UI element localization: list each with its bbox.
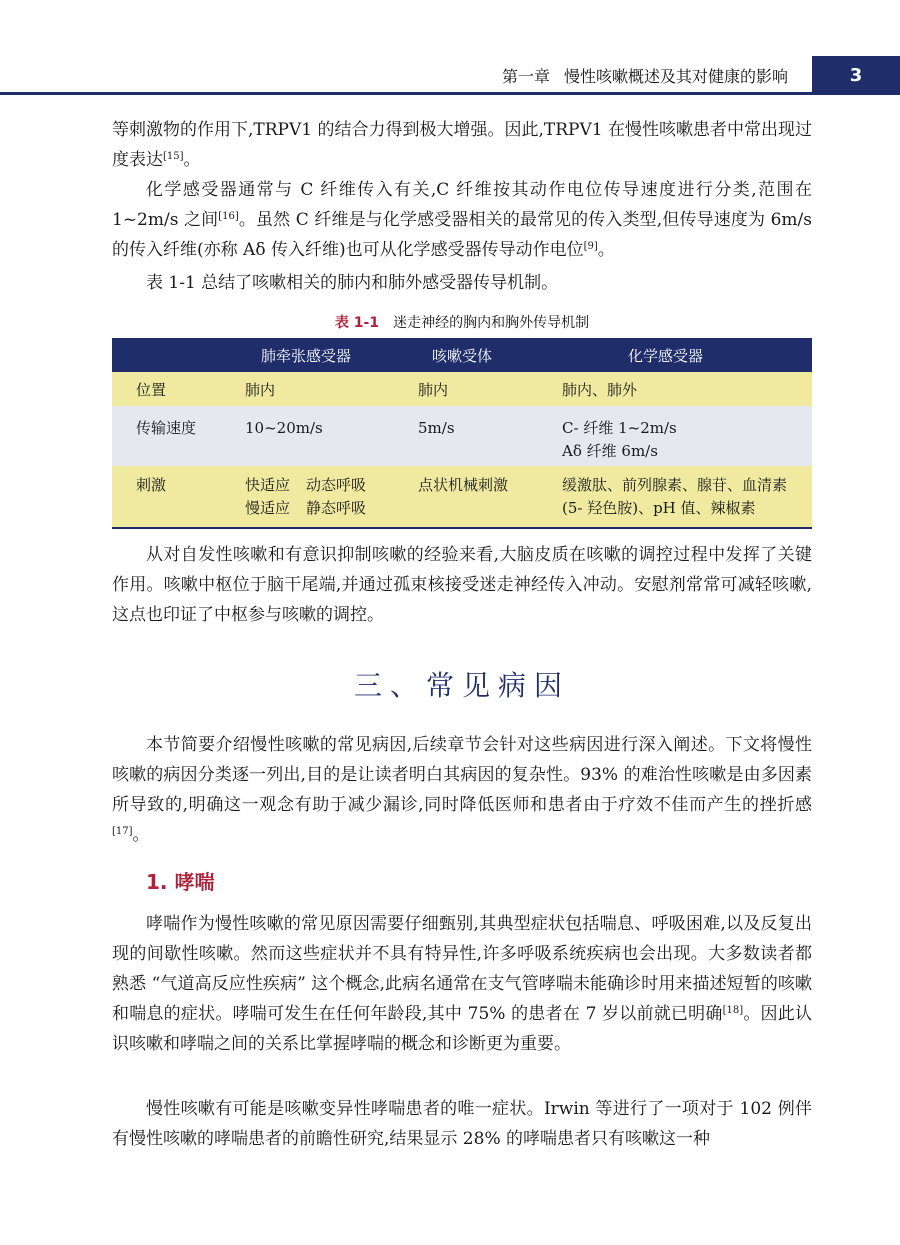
table-row xyxy=(112,372,812,406)
cell-line xyxy=(245,497,418,520)
table-cell: 10~20m/s xyxy=(245,406,418,466)
citation: [16] xyxy=(218,211,239,222)
citation: [9] xyxy=(583,241,598,252)
paragraph-7: 慢性咳嗽有可能是咳嗽变异性哮喘患者的唯一症状。Irwin 等进行了一项对于 102 例伴有慢性咳嗽的哮喘患者的前瞻性研究,结果显示 28% 的哮喘患者只有咳嗽这一种 xyxy=(112,1099,812,1149)
page-number: 3 xyxy=(812,56,900,95)
receptor-table xyxy=(112,338,812,529)
row-label: 传输速度 xyxy=(112,406,245,466)
table-cell: 5m/s xyxy=(418,406,562,466)
paragraph-text: 等刺激物的作用下,TRPV1 的结合力得到极大增强。因此,TRPV1 在慢性咳嗽患者中常出现过度表达 xyxy=(112,120,812,170)
paragraph-text: 。 xyxy=(597,240,615,260)
table-caption xyxy=(112,312,812,332)
paragraph-text: 本节简要介绍慢性咳嗽的常见病因,后续章节会针对这些病因进行深入阐述。下文将慢性咳嗽的病因分类逐一列出,目的是让读者明白其病因的复杂性。93% 的难治性咳嗽是由多因素所导致的,明确这一观念有助于减少漏诊,同时降低医师和患者由于疗效不佳而产生的挫折感 xyxy=(112,735,812,815)
citation: [17] xyxy=(112,826,133,837)
table-cell: 肺内、肺外 xyxy=(562,372,812,406)
paragraph-2 xyxy=(112,175,812,265)
table-cell xyxy=(562,406,812,466)
table-header-cell xyxy=(112,338,245,372)
row-label: 位置 xyxy=(112,372,245,406)
section-title: 三、常见病因 xyxy=(353,669,570,702)
cell-line xyxy=(245,474,418,497)
table-header-cell: 化学感受器 xyxy=(562,338,812,372)
table-row xyxy=(112,466,812,528)
paragraph-text: 哮喘作为慢性咳嗽的常见原因需要仔细甄别,其典型症状包括喘息、呼吸困难,以及反复出现的间歇性咳嗽。然而这些症状并不具有特异性,许多呼吸系统疾病也会出现。大多数读者都熟悉 “气道高反应性疾病” 这个概念,此病名通常在支气管哮喘未能确诊时用来描述短暂的咳嗽和喘息的症状。哮喘可发生在任何年龄段,其中 75% 的患者在 7 岁以前就已明确 xyxy=(112,914,812,1024)
cell-text: 快适应 xyxy=(245,476,291,494)
table-cell: 点状机械刺激 xyxy=(418,466,562,528)
header-rule xyxy=(0,92,812,95)
paragraph-1 xyxy=(112,115,812,175)
cell-line: (5- 羟色胺)、pH 值、辣椒素 xyxy=(562,499,756,517)
cell-text: 慢适应 xyxy=(245,499,291,517)
table-header-cell: 肺牵张感受器 xyxy=(245,338,418,372)
citation: [15] xyxy=(163,151,184,162)
table-caption-text: 迷走神经的胸内和胸外传导机制 xyxy=(393,315,590,331)
table-cell: 肺内 xyxy=(245,372,418,406)
paragraph-text: 。 xyxy=(183,150,201,170)
cell-line: 缓激肽、前列腺素、腺苷、血清素 xyxy=(562,476,788,494)
chapter-label: 第一章 xyxy=(501,67,550,86)
table-cell: 肺内 xyxy=(418,372,562,406)
paragraph-text: 。虽然 C 纤维是与化学感受器相关的最常见的传入类型,但传导速度为 6m/s 的传入纤维(亦称 Aδ 传入纤维)也可从化学感受器传导动作电位 xyxy=(112,210,812,260)
subsection-heading: 1. 哮喘 xyxy=(146,870,215,894)
paragraph-text: 。 xyxy=(132,825,150,845)
table-header-row xyxy=(112,338,812,372)
cell-line: Aδ 纤维 6m/s xyxy=(562,442,658,460)
table-cell xyxy=(245,466,418,528)
paragraph-text: 化学感受器通常与 C 纤维传入有关,C 纤维按其动作电位传导速度进行分类,范围在 1~2m/s 之间 xyxy=(112,180,812,230)
paragraph-3: 表 1-1 总结了咳嗽相关的肺内和肺外感受器传导机制。 xyxy=(146,273,559,293)
table-number: 表 1-1 xyxy=(334,315,380,331)
paragraph-4: 从对自发性咳嗽和有意识抑制咳嗽的经验来看,大脑皮质在咳嗽的调控过程中发挥了关键作用。咳嗽中枢位于脑干尾端,并通过孤束核接受迷走神经传入冲动。安慰剂常常可减轻咳嗽,这点也印证了中枢参与咳嗽的调控。 xyxy=(112,545,812,625)
paragraph-text: 。因此认识咳嗽和哮喘之间的关系比掌握哮喘的概念和诊断更为重要。 xyxy=(112,1004,812,1054)
row-label: 刺激 xyxy=(112,466,245,528)
cell-text: 动态呼吸 xyxy=(306,476,367,494)
table-cell xyxy=(562,466,812,528)
cell-line: C- 纤维 1~2m/s xyxy=(562,419,677,437)
paragraph-5 xyxy=(112,730,812,850)
table-header-cell: 咳嗽受体 xyxy=(418,338,562,372)
running-header xyxy=(502,64,788,87)
cell-text: 静态呼吸 xyxy=(306,499,367,517)
citation: [18] xyxy=(722,1005,744,1016)
paragraph-6 xyxy=(112,909,812,1059)
chapter-title: 慢性咳嗽概述及其对健康的影响 xyxy=(563,67,788,86)
table-row xyxy=(112,406,812,466)
